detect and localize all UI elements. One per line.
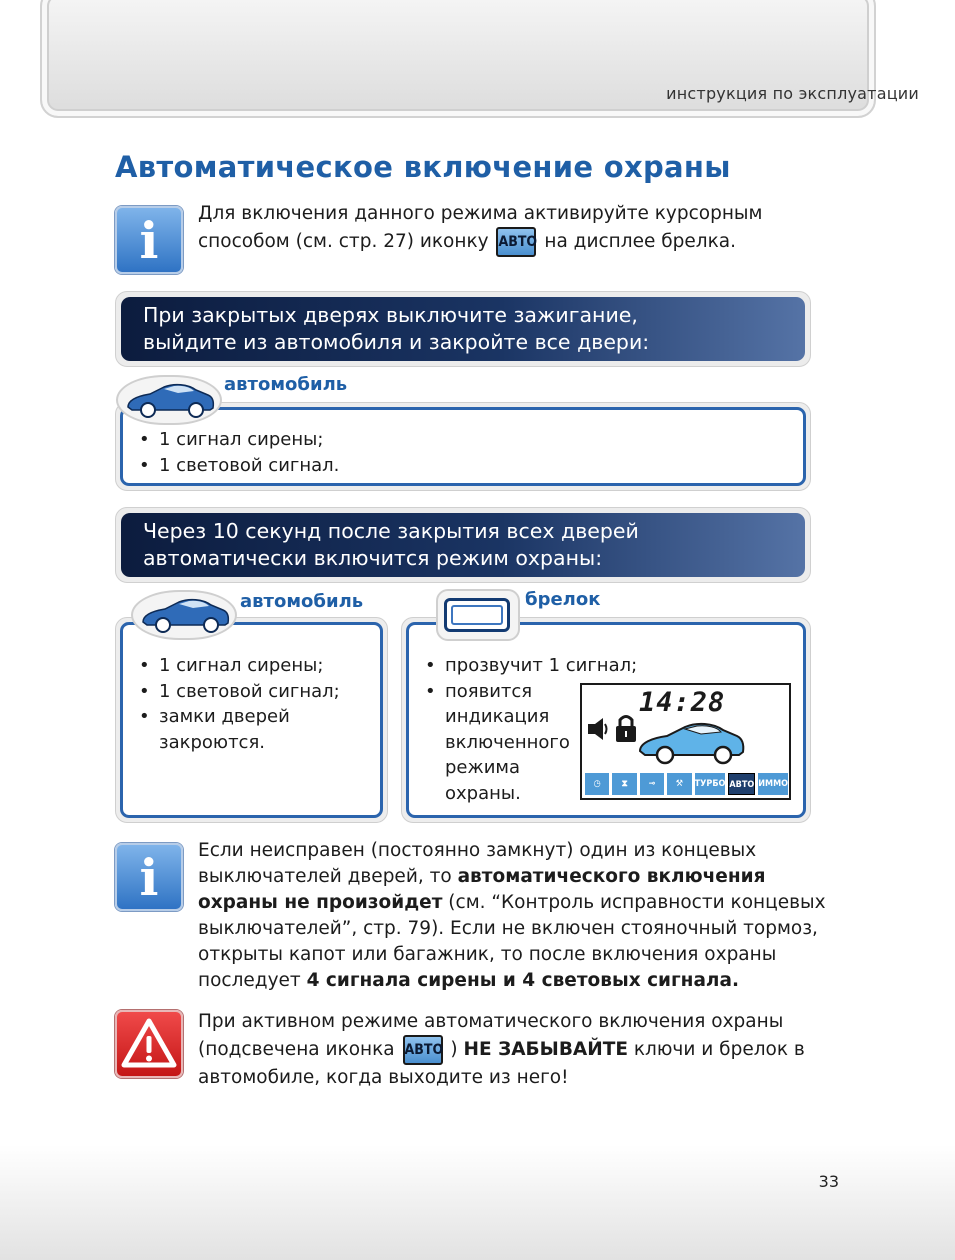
page-number: 33: [818, 1172, 839, 1191]
car-label-2: автомобиль: [240, 591, 364, 612]
lcd-icon-row: [585, 773, 788, 795]
immo-icon: ИММО: [758, 773, 788, 795]
auto-badge: АВТО: [403, 1035, 443, 1065]
section-label: инструкция по эксплуатации: [666, 84, 919, 103]
siren-icon: [586, 715, 610, 743]
car-reaction-list-2: • 1 сигнал сирены; • 1 световой сигнал; • замки дверей закроются.: [135, 653, 368, 755]
hourglass-icon: ⧗: [612, 773, 636, 795]
intro-text: Для включения данного режима активируйте курсорным способом (см. стр. 27) иконку АВТО на дисплее брелка.: [198, 201, 763, 257]
car-reaction-frame-1: [115, 402, 811, 491]
footer-band: [0, 1145, 955, 1260]
lock-icon: [614, 712, 638, 744]
step1-banner: При закрытых дверях выключите зажигание, выйдите из автомобиля и закройте все двери:: [115, 291, 811, 367]
remote-icon: [444, 598, 510, 632]
auto-badge: АВТО: [496, 227, 536, 257]
auto-icon: АВТО: [728, 773, 755, 795]
wrench-icon: ⚒: [667, 773, 691, 795]
car-reaction-frame-2: [115, 617, 388, 823]
car-label-1: автомобиль: [224, 374, 348, 395]
page-title: Автоматическое включение охраны: [115, 150, 731, 184]
clock-icon: ◷: [585, 773, 609, 795]
info-icon: i: [115, 206, 183, 274]
lcd-time: 14:28: [639, 687, 726, 718]
car-reaction-list-1: • 1 сигнал сирены; • 1 световой сигнал.: [135, 427, 791, 478]
turbo-icon: ТУРБО: [695, 773, 726, 795]
remote-lcd-display: [580, 683, 791, 800]
remote-label: брелок: [525, 589, 601, 610]
warning-text: При активном режиме автоматического включения охраны (подсвечена иконка АВТО ) НЕ ЗАБЫВАЙТЕ ключи и брелок в автомобиле, когда выходите из него!: [198, 1011, 805, 1088]
thermometer-icon: ⊸: [640, 773, 664, 795]
lcd-car-icon: [637, 719, 745, 767]
car-icon: [124, 380, 216, 420]
warning-icon: [115, 1010, 183, 1078]
info-icon: i: [115, 843, 183, 911]
car-icon: [139, 595, 231, 635]
remote-reaction-list: • прозвучит 1 сигнал; • появится индикация включенного режима охраны.: [421, 653, 791, 806]
note-text: Если неисправен (постоянно замкнут) один из концевых выключателей дверей, то автоматического включения охраны не произойдет (см. “Контроль исправности концевых выключателей”, стр. 79). Если не включен стояночный тормоз, открыты капот или багажник, то после включения охраны последует 4 сигнала сирены и 4 световых сигнала.: [198, 840, 826, 991]
step2-banner: Через 10 секунд после закрытия всех дверей автоматически включится режим охраны:: [115, 507, 811, 583]
